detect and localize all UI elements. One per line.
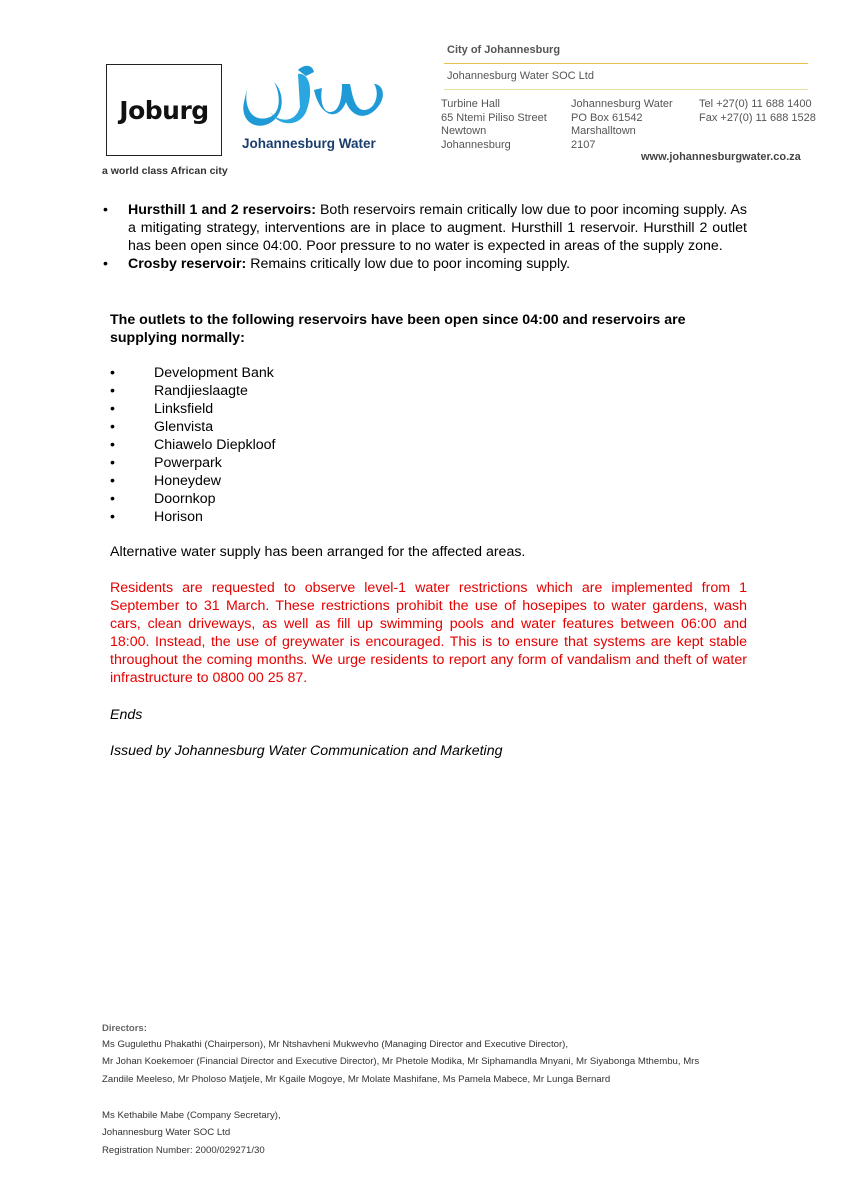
address-line: Johannesburg <box>441 138 511 151</box>
company-name: Johannesburg Water SOC Ltd <box>447 70 594 82</box>
bullet-icon: • <box>110 473 115 489</box>
directors-line: Ms Gugulethu Phakathi (Chairperson), Mr Ntshavheni Mukwevho (Managing Director and Executive Director), <box>102 1039 569 1050</box>
reservoir-name: Chiawelo Diepkloof <box>154 437 276 453</box>
address-line: PO Box 61542 <box>571 111 643 124</box>
address-line: Newtown <box>441 125 487 138</box>
footer-company-name: Johannesburg Water SOC Ltd <box>102 1127 231 1139</box>
bullet-title: Crosby reservoir: <box>128 256 247 272</box>
list-item <box>102 255 747 273</box>
reservoir-name: Randjieslaagte <box>154 383 248 399</box>
reservoir-status-list <box>102 201 747 273</box>
reservoir-name: Linksfield <box>154 401 214 417</box>
header-divider <box>444 89 808 90</box>
reservoir-name: Powerpark <box>154 455 222 471</box>
street-address <box>441 98 547 152</box>
reservoir-name: Honeydew <box>154 473 222 489</box>
bullet-text: Both reservoirs remain critically low due to poor incoming supply. As a mitigating strategy, interventions are in place to augment. Hursthill 1 reservoir. Hursthill 2 outlet has been open since 04:00. Poor pressure to no water is expected in areas of the supply zone. <box>128 202 747 254</box>
bullet-icon: • <box>110 365 115 381</box>
list-item <box>102 201 747 255</box>
reservoir-name: Development Bank <box>154 365 274 381</box>
bullet-text: Remains critically low due to poor incoming supply. <box>246 256 571 272</box>
telephone: Tel +27(0) 11 688 1400 <box>699 98 812 110</box>
bullet-icon: • <box>110 455 115 471</box>
johannesburg-water-logo-name: Johannesburg Water <box>242 136 376 151</box>
reservoir-name: Horison <box>154 509 203 525</box>
header-divider <box>444 63 808 64</box>
directors-line: Zandile Meeleso, Mr Pholoso Matjele, Mr Kgaile Mogoye, Mr Molate Mashifane, Ms Pamela Mabece, Mr Lunga Bernard <box>102 1073 611 1085</box>
bullet-icon: • <box>110 401 115 417</box>
address-line: Marshalltown <box>571 125 636 138</box>
ends-marker: Ends <box>110 707 143 723</box>
joburg-logo-text: Joburg <box>119 95 209 125</box>
bullet-icon: • <box>110 419 115 435</box>
water-restrictions-notice: Residents are requested to observe level-1 water restrictions which are implemented from 1 September to 31 March. These restrictions prohibit the use of hosepipes to water gardens, wash cars, clean driveways, as well as fill up swimming pools and water features between 06:00 and 18:00. Instead, the use of greywater is encouraged. This is to ensure that systems are kept stable throughout the coming months. We urge residents to report any form of vandalism and theft of water infrastructure to 0800 00 25 87. <box>110 580 747 686</box>
postal-address <box>571 98 673 152</box>
fax: Fax +27(0) 11 688 1528 <box>699 111 816 124</box>
contact-numbers <box>699 98 816 125</box>
registration-number: Registration Number: 2000/029271/30 <box>102 1144 265 1156</box>
address-line: Johannesburg Water <box>571 98 673 110</box>
bullet-icon: • <box>103 202 108 218</box>
issued-by: Issued by Johannesburg Water Communication and Marketing <box>110 743 503 759</box>
alternative-supply-note: Alternative water supply has been arranged for the affected areas. <box>110 544 526 560</box>
address-line: 65 Ntemi Piliso Street <box>441 111 547 124</box>
company-details <box>102 1107 281 1159</box>
reservoir-name: Doornkop <box>154 491 216 507</box>
joburg-logo <box>106 64 222 156</box>
company-secretary: Ms Kethabile Mabe (Company Secretary), <box>102 1110 281 1121</box>
bullet-title: Hursthill 1 and 2 reservoirs: <box>128 202 316 218</box>
directors-heading: Directors: <box>102 1023 147 1034</box>
directors-list <box>102 1036 742 1088</box>
directors-line: Mr Johan Koekemoer (Financial Director and Executive Director), Mr Phetole Modika, Mr Siphamandla Mnyani, Mr Siyabonga Mthembu, Mrs <box>102 1056 700 1068</box>
address-line: Turbine Hall <box>441 98 500 110</box>
website-link[interactable]: www.johannesburgwater.co.za <box>641 151 801 163</box>
outlets-heading: The outlets to the following reservoirs have been open since 04:00 and reservoirs are supplying normally: <box>110 312 686 346</box>
joburg-tagline: a world class African city <box>102 165 228 177</box>
city-of-johannesburg-label: City of Johannesburg <box>447 44 561 56</box>
bullet-icon: • <box>103 256 108 272</box>
bullet-icon: • <box>110 383 115 399</box>
bullet-icon: • <box>110 491 115 507</box>
reservoir-name: Glenvista <box>154 419 214 435</box>
bullet-icon: • <box>110 509 115 525</box>
address-line: 2107 <box>571 138 596 151</box>
bullet-icon: • <box>110 437 115 453</box>
johannesburg-water-logo-icon <box>240 62 390 132</box>
